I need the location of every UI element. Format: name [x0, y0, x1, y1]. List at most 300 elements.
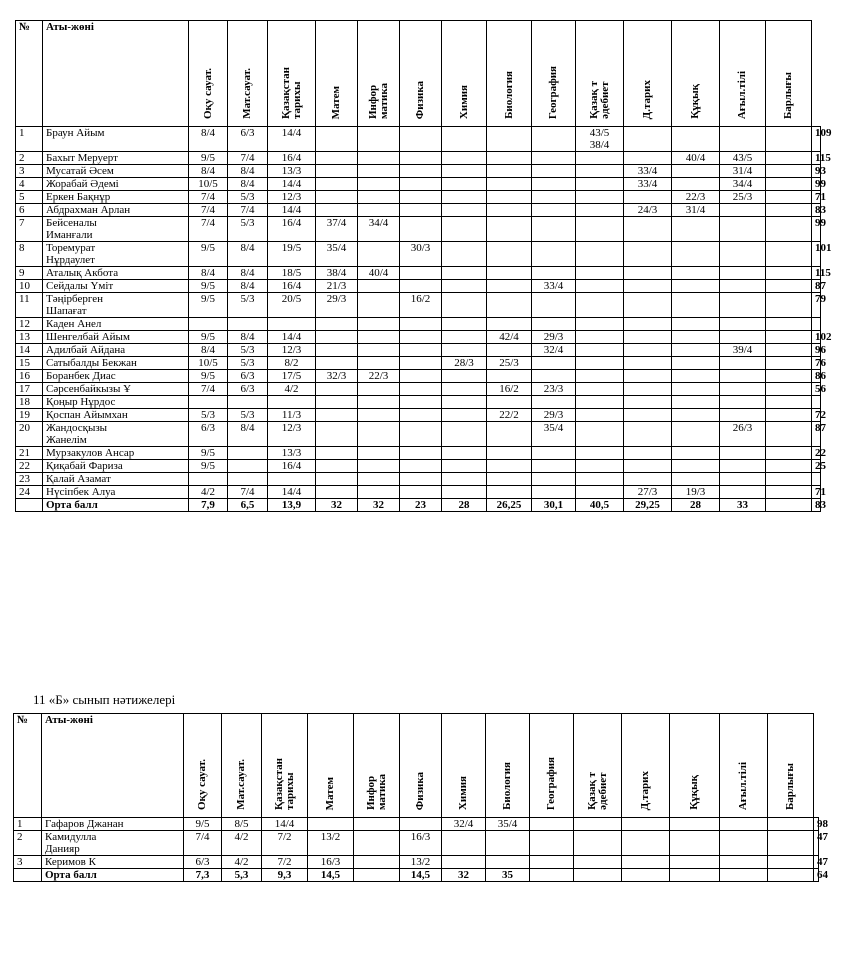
header-row: [16, 21, 821, 127]
score-cell: [766, 409, 812, 422]
score-cell: 21/3: [316, 280, 358, 293]
score-cell: 33/4: [624, 178, 672, 191]
score-cell: [316, 318, 358, 331]
table-row: [16, 357, 821, 370]
total-score: 96: [812, 344, 821, 357]
score-cell: 43/5: [720, 152, 766, 165]
score-cell: 9/5: [189, 370, 228, 383]
total-score: 56: [812, 383, 821, 396]
score-cell: 10/5: [189, 178, 228, 191]
column-header: [768, 714, 814, 818]
score-cell: [442, 856, 486, 869]
score-cell: [487, 447, 532, 460]
score-cell: [316, 447, 358, 460]
score-cell: [720, 318, 766, 331]
score-cell: [576, 486, 624, 499]
score-cell: [720, 447, 766, 460]
student-name: Камидулла Данияр: [42, 831, 184, 856]
score-cell: [532, 127, 576, 152]
student-name: Сатыбалды Бекжан: [43, 357, 189, 370]
table-row: [16, 344, 821, 357]
score-cell: [532, 152, 576, 165]
column-header: [486, 714, 530, 818]
score-cell: [442, 242, 487, 267]
score-cell: 33/4: [532, 280, 576, 293]
score-cell: [400, 344, 442, 357]
score-cell: [442, 447, 487, 460]
column-header-label: Құқық: [688, 775, 700, 810]
column-header-label: Д.тарих: [639, 770, 651, 810]
score-cell: 9/5: [189, 280, 228, 293]
column-header: [670, 714, 720, 818]
score-cell: 30/3: [400, 242, 442, 267]
score-cell: [442, 831, 486, 856]
score-cell: [358, 486, 400, 499]
score-cell: 32/3: [316, 370, 358, 383]
student-name: Жорабай Әдемі: [43, 178, 189, 191]
header-row: [14, 714, 819, 818]
score-cell: [400, 473, 442, 486]
score-cell: [532, 396, 576, 409]
score-cell: [576, 242, 624, 267]
score-cell: 9/5: [189, 152, 228, 165]
score-cell: [672, 318, 720, 331]
score-cell: [228, 460, 268, 473]
score-cell: [316, 165, 358, 178]
score-cell: 8/4: [189, 267, 228, 280]
score-cell: [532, 178, 576, 191]
score-cell: 5/3: [228, 217, 268, 242]
total-score: 86: [812, 370, 821, 383]
score-cell: [487, 293, 532, 318]
score-cell: 19/3: [672, 486, 720, 499]
row-number: 3: [14, 856, 42, 869]
score-cell: [400, 127, 442, 152]
average-cell: 7,3: [184, 869, 222, 882]
score-cell: [354, 831, 400, 856]
score-cell: 7/4: [189, 217, 228, 242]
score-cell: 8/4: [228, 242, 268, 267]
score-cell: [354, 818, 400, 831]
column-header: Аты-жөні: [42, 714, 184, 818]
score-cell: 40/4: [358, 267, 400, 280]
column-header: [358, 21, 400, 127]
student-name: Браун Айым: [43, 127, 189, 152]
score-cell: [442, 460, 487, 473]
total-score: [812, 396, 821, 409]
column-header-label: Қазақстан тарихы: [279, 67, 303, 119]
row-number: 3: [16, 165, 43, 178]
score-cell: [400, 318, 442, 331]
table-row: [16, 331, 821, 344]
score-cell: [720, 486, 766, 499]
score-cell: [400, 204, 442, 217]
score-cell: 9/5: [189, 447, 228, 460]
student-name: Бейсеналы Иманғали: [43, 217, 189, 242]
score-cell: [622, 818, 670, 831]
score-cell: 16/4: [268, 280, 316, 293]
column-header: [442, 714, 486, 818]
table-row: [14, 831, 819, 856]
score-cell: 22/3: [358, 370, 400, 383]
score-cell: [672, 447, 720, 460]
score-cell: [487, 127, 532, 152]
score-cell: 12/3: [268, 191, 316, 204]
score-cell: 7/4: [189, 383, 228, 396]
score-cell: [720, 473, 766, 486]
score-cell: 4/2: [189, 486, 228, 499]
score-cell: [720, 831, 768, 856]
score-cell: 4/2: [222, 831, 262, 856]
total-score: 47: [814, 856, 819, 869]
score-cell: [316, 460, 358, 473]
score-cell: 31/4: [720, 165, 766, 178]
score-cell: [442, 318, 487, 331]
student-name: Тәңірберген Шапағат: [43, 293, 189, 318]
score-cell: [400, 370, 442, 383]
score-cell: [576, 396, 624, 409]
score-cell: 7/4: [228, 204, 268, 217]
column-header: [400, 21, 442, 127]
average-cell: 14,5: [308, 869, 354, 882]
score-cell: [358, 344, 400, 357]
row-number: 11: [16, 293, 43, 318]
score-cell: [228, 473, 268, 486]
score-cell: [532, 370, 576, 383]
score-cell: 16/4: [268, 217, 316, 242]
total-score: 79: [812, 293, 821, 318]
student-name: Қоспан Айымхан: [43, 409, 189, 422]
score-cell: [316, 383, 358, 396]
column-header-label: Химия: [457, 84, 470, 119]
student-name: Бахыт Меруерт: [43, 152, 189, 165]
score-cell: [316, 331, 358, 344]
score-cell: [766, 383, 812, 396]
column-header: [184, 714, 222, 818]
score-cell: [672, 127, 720, 152]
table-row: [16, 409, 821, 422]
score-cell: [624, 396, 672, 409]
score-cell: 22/2: [487, 409, 532, 422]
row-number: 8: [16, 242, 43, 267]
score-cell: 20/5: [268, 293, 316, 318]
total-score: 76: [812, 357, 821, 370]
score-cell: [316, 204, 358, 217]
score-cell: [442, 486, 487, 499]
student-name: Сейдалы Үміт: [43, 280, 189, 293]
score-cell: [576, 293, 624, 318]
score-cell: [358, 127, 400, 152]
score-cell: [358, 447, 400, 460]
score-cell: 26/3: [720, 422, 766, 447]
score-cell: [576, 460, 624, 473]
score-cell: [576, 267, 624, 280]
score-cell: 6/3: [228, 127, 268, 152]
score-cell: [316, 357, 358, 370]
score-cell: [400, 818, 442, 831]
score-cell: [354, 856, 400, 869]
score-cell: [672, 396, 720, 409]
column-header-label: Құқық: [689, 84, 701, 119]
table-row: [16, 396, 821, 409]
row-number: 17: [16, 383, 43, 396]
score-cell: [576, 409, 624, 422]
average-cell: 29,25: [624, 499, 672, 512]
score-cell: [532, 165, 576, 178]
score-cell: [720, 217, 766, 242]
score-cell: [768, 856, 814, 869]
score-cell: 10/5: [189, 357, 228, 370]
score-cell: 6/3: [228, 383, 268, 396]
score-cell: [228, 318, 268, 331]
score-cell: [532, 204, 576, 217]
student-name: Мурзакулов Ансар: [43, 447, 189, 460]
score-cell: 14/4: [268, 178, 316, 191]
score-cell: [720, 856, 768, 869]
column-header: [487, 21, 532, 127]
table-row: [16, 191, 821, 204]
score-cell: [358, 383, 400, 396]
score-cell: [766, 331, 812, 344]
table-row: [16, 422, 821, 447]
column-header: [624, 21, 672, 127]
score-cell: [308, 818, 354, 831]
score-cell: 16/3: [308, 856, 354, 869]
score-cell: 16/4: [268, 152, 316, 165]
score-cell: [487, 344, 532, 357]
column-header-label: Ағыл.тілі: [737, 761, 749, 810]
column-header: №: [14, 714, 42, 818]
total-score: 102: [812, 331, 821, 344]
score-cell: 7/4: [189, 204, 228, 217]
student-name: Жандосқызы Жанелім: [43, 422, 189, 447]
average-cell: 28: [672, 499, 720, 512]
column-header: [532, 21, 576, 127]
score-cell: [358, 178, 400, 191]
score-cell: 34/4: [720, 178, 766, 191]
total-score: 87: [812, 280, 821, 293]
row-number: 15: [16, 357, 43, 370]
score-cell: 32/4: [532, 344, 576, 357]
score-cell: [442, 165, 487, 178]
score-cell: [358, 152, 400, 165]
score-cell: [624, 357, 672, 370]
total-score: 115: [812, 152, 821, 165]
score-cell: [766, 447, 812, 460]
score-cell: [487, 217, 532, 242]
score-cell: [316, 127, 358, 152]
row-number: 24: [16, 486, 43, 499]
score-cell: 35/4: [316, 242, 358, 267]
score-cell: [672, 357, 720, 370]
score-cell: [530, 818, 574, 831]
score-cell: [624, 242, 672, 267]
score-cell: [670, 831, 720, 856]
score-cell: [766, 204, 812, 217]
score-cell: 17/5: [268, 370, 316, 383]
score-cell: 25/3: [487, 357, 532, 370]
score-cell: [442, 331, 487, 344]
score-cell: [532, 293, 576, 318]
score-cell: [720, 293, 766, 318]
column-header: [354, 714, 400, 818]
score-cell: [766, 165, 812, 178]
table-row: [16, 127, 821, 152]
score-cell: [189, 318, 228, 331]
score-cell: [672, 460, 720, 473]
score-cell: [576, 204, 624, 217]
score-cell: 6/3: [184, 856, 222, 869]
score-cell: [720, 127, 766, 152]
average-total: 64: [814, 869, 819, 882]
score-cell: [720, 267, 766, 280]
score-cell: 19/5: [268, 242, 316, 267]
score-cell: 9/5: [189, 331, 228, 344]
score-cell: [400, 165, 442, 178]
score-cell: 8/4: [228, 165, 268, 178]
table-row: [16, 383, 821, 396]
score-cell: [487, 280, 532, 293]
score-cell: 7/2: [262, 831, 308, 856]
score-cell: [720, 460, 766, 473]
score-cell: 14/4: [268, 204, 316, 217]
score-cell: [532, 267, 576, 280]
column-header: [766, 21, 812, 127]
row-number: 10: [16, 280, 43, 293]
score-cell: [442, 370, 487, 383]
score-cell: [766, 357, 812, 370]
score-cell: 14/4: [268, 486, 316, 499]
score-cell: [624, 217, 672, 242]
score-cell: 9/5: [189, 242, 228, 267]
score-cell: 5/3: [228, 409, 268, 422]
total-score: 47: [814, 831, 819, 856]
score-cell: 5/3: [228, 344, 268, 357]
score-cell: [400, 191, 442, 204]
score-cell: 13/2: [308, 831, 354, 856]
score-cell: [400, 447, 442, 460]
score-cell: [624, 267, 672, 280]
score-cell: [766, 344, 812, 357]
score-cell: 8/2: [268, 357, 316, 370]
score-cell: 32/4: [442, 818, 486, 831]
row-number: 5: [16, 191, 43, 204]
column-header-label: Барлығы: [784, 763, 796, 810]
score-cell: [672, 178, 720, 191]
column-header: [720, 21, 766, 127]
student-name: Адилбай Айдана: [43, 344, 189, 357]
score-cell: [316, 396, 358, 409]
score-cell: [442, 217, 487, 242]
score-cell: 27/3: [624, 486, 672, 499]
average-cell: 9,3: [262, 869, 308, 882]
score-cell: [532, 357, 576, 370]
score-cell: 16/2: [400, 293, 442, 318]
score-cell: [358, 165, 400, 178]
score-cell: 42/4: [487, 331, 532, 344]
student-name: Сәрсенбайкызы Ұ: [43, 383, 189, 396]
score-cell: [400, 486, 442, 499]
score-cell: [442, 396, 487, 409]
score-cell: 7/4: [184, 831, 222, 856]
score-cell: [624, 409, 672, 422]
score-cell: 8/4: [189, 165, 228, 178]
score-cell: [400, 422, 442, 447]
score-cell: [316, 191, 358, 204]
score-cell: [487, 486, 532, 499]
column-header: [720, 714, 768, 818]
column-header: [316, 21, 358, 127]
score-cell: 24/3: [624, 204, 672, 217]
table-row: [16, 460, 821, 473]
column-header-label: Д.тарих: [641, 79, 653, 119]
column-header-label: География: [547, 65, 559, 119]
score-cell: [316, 152, 358, 165]
score-cell: [400, 267, 442, 280]
score-cell: [576, 165, 624, 178]
score-cell: [624, 331, 672, 344]
score-cell: [400, 178, 442, 191]
table-caption: 11 «Б» сынып нәтижелері: [33, 692, 176, 707]
score-cell: 12/3: [268, 344, 316, 357]
score-cell: [624, 127, 672, 152]
column-header: [622, 714, 670, 818]
student-name: Нүсіпбек Алуа: [43, 486, 189, 499]
score-cell: [189, 473, 228, 486]
score-cell: [720, 818, 768, 831]
score-cell: 11/3: [268, 409, 316, 422]
row-number: 4: [16, 178, 43, 191]
score-cell: [624, 473, 672, 486]
average-cell: [530, 869, 574, 882]
score-cell: [766, 280, 812, 293]
score-cell: [268, 318, 316, 331]
score-cell: 14/4: [262, 818, 308, 831]
score-cell: [530, 831, 574, 856]
total-score: 99: [812, 217, 821, 242]
average-cell: 32: [442, 869, 486, 882]
table-row: [16, 267, 821, 280]
score-cell: [189, 396, 228, 409]
score-cell: 18/5: [268, 267, 316, 280]
row-number: 14: [16, 344, 43, 357]
total-score: 101: [812, 242, 821, 267]
score-cell: [766, 152, 812, 165]
score-cell: 43/5 38/4: [576, 127, 624, 152]
score-cell: [768, 818, 814, 831]
score-cell: [487, 165, 532, 178]
total-score: 99: [812, 178, 821, 191]
score-cell: [622, 856, 670, 869]
score-cell: [400, 383, 442, 396]
score-cell: [766, 422, 812, 447]
average-cell: [670, 869, 720, 882]
score-cell: 8/4: [228, 178, 268, 191]
column-header: [672, 21, 720, 127]
score-cell: [672, 267, 720, 280]
score-cell: [228, 447, 268, 460]
total-score: 93: [812, 165, 821, 178]
student-name: Каден Анел: [43, 318, 189, 331]
average-cell: 6,5: [228, 499, 268, 512]
score-cell: [442, 280, 487, 293]
score-cell: 9/5: [184, 818, 222, 831]
average-total: 83: [812, 499, 821, 512]
score-cell: [268, 473, 316, 486]
score-cell: 6/3: [189, 422, 228, 447]
total-score: 98: [814, 818, 819, 831]
row-number: 7: [16, 217, 43, 242]
